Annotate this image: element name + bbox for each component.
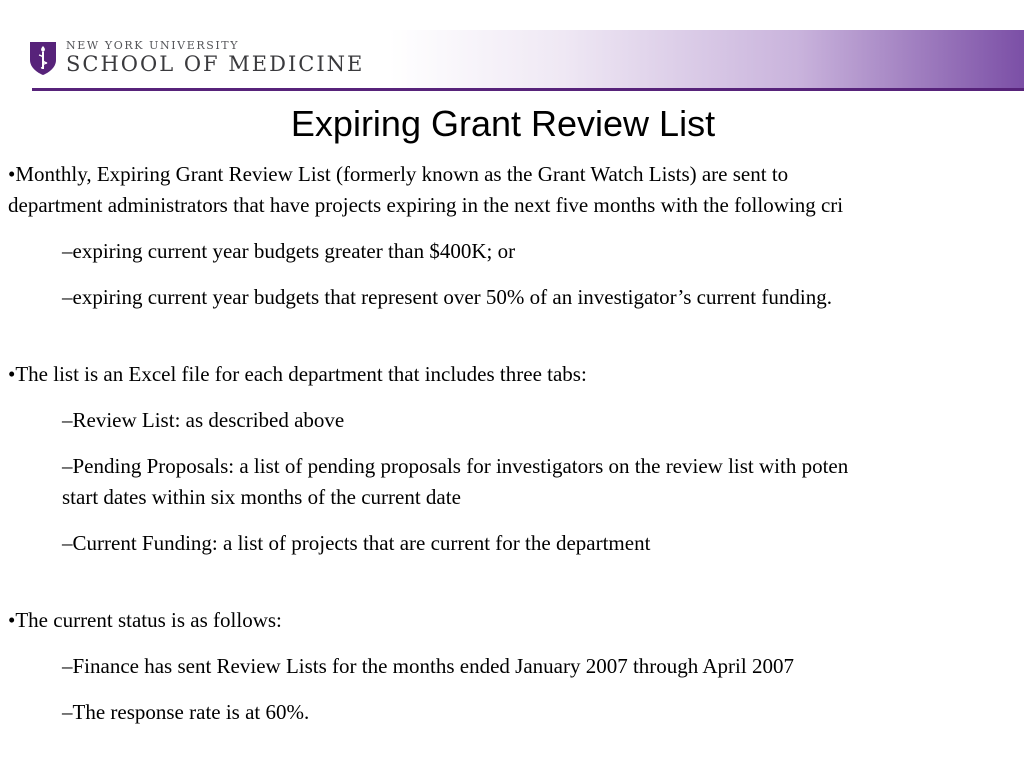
bullet-text-continued: department administrators that have projects expiring in the next five months with the following cri bbox=[8, 193, 844, 217]
sub-bullet: –Review List: as described above bbox=[62, 408, 345, 432]
spacer bbox=[8, 328, 1024, 359]
spacer bbox=[8, 574, 1024, 605]
sub-bullet: –Finance has sent Review Lists for the months ended January 2007 through April 2007 bbox=[62, 654, 794, 678]
sub-bullet: –The response rate is at 60%. bbox=[62, 700, 310, 724]
bullet-excel-file: •The list is an Excel file for each department that includes three tabs: bbox=[8, 362, 587, 386]
sub-bullet: –expiring current year budgets greater than $400K; or bbox=[62, 239, 516, 263]
sub-bullet bbox=[62, 451, 1024, 513]
nyu-medicine-logo bbox=[28, 38, 364, 78]
sub-bullet: –expiring current year budgets that represent over 50% of an investigator’s current funding. bbox=[62, 285, 832, 309]
bullet-monthly bbox=[8, 159, 1024, 221]
sub-bullet-text: –Pending Proposals: a list of pending proposals for investigators on the review list with poten bbox=[62, 454, 849, 478]
university-name: NEW YORK UNIVERSITY bbox=[66, 39, 240, 52]
bullet-text: •Monthly, Expiring Grant Review List (formerly known as the Grant Watch Lists) are sent to bbox=[8, 162, 789, 186]
slide-title: Expiring Grant Review List bbox=[290, 103, 716, 144]
slide-body bbox=[8, 159, 1024, 743]
school-name: SCHOOL OF MEDICINE bbox=[66, 52, 365, 76]
torch-shield-icon bbox=[28, 40, 58, 76]
sub-bullet-text-continued: start dates within six months of the current date bbox=[62, 485, 461, 509]
sub-bullet: –Current Funding: a list of projects that are current for the department bbox=[62, 531, 651, 555]
bullet-current-status: •The current status is as follows: bbox=[8, 608, 282, 632]
header-divider bbox=[32, 88, 1024, 91]
